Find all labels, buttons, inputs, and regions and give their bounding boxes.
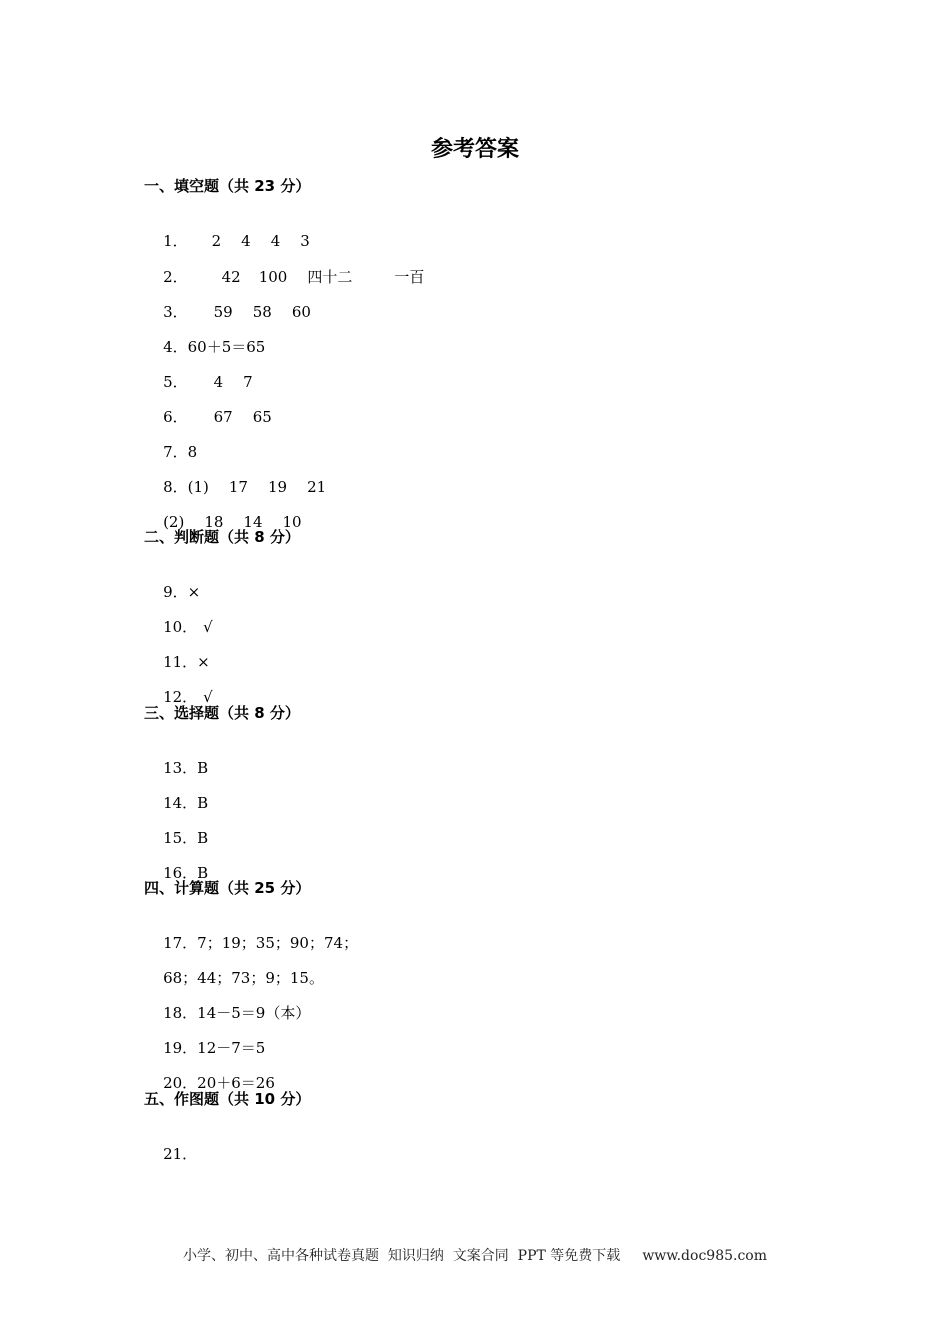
- section-fill-in-blank: 一、填空题（共 23 分）: [144, 177, 311, 195]
- answer-value: 67: [213, 408, 233, 426]
- item-number: 7．: [163, 443, 188, 461]
- item-number: 13．: [163, 759, 198, 777]
- section-multiple-choice: 三、选择题（共 8 分）: [144, 704, 300, 722]
- sub-label: (2): [163, 513, 185, 531]
- item-number: 5．: [163, 373, 188, 391]
- answer-value: 17: [228, 478, 248, 496]
- answer-value: 20＋6＝26: [197, 1074, 275, 1092]
- answer-value: 4: [241, 232, 251, 250]
- answer-value: 58: [252, 303, 272, 321]
- page-title: 参考答案: [430, 137, 519, 162]
- answer-value: 4: [270, 232, 281, 250]
- cross-mark: ×: [197, 653, 210, 671]
- section-true-false: 二、判断题（共 8 分）: [144, 528, 300, 546]
- answer-value: 14－5＝9（本）: [197, 1004, 311, 1022]
- answer-value: B: [197, 864, 209, 882]
- answer-value: 60＋5＝65: [187, 338, 266, 356]
- answer-value: 12－7＝5: [197, 1039, 266, 1057]
- section-calculation: 四、计算题（共 25 分）: [144, 879, 311, 897]
- answer-value: 68；44；73；9；15。: [163, 969, 324, 987]
- item-number: 20．: [163, 1074, 198, 1092]
- answer-value: 60: [291, 303, 311, 321]
- answer-value: 2: [211, 232, 222, 250]
- item-number: 9．: [163, 583, 188, 601]
- item-number: 16．: [163, 864, 198, 882]
- answer-value: 7；19；35；90；74；: [197, 934, 359, 952]
- item-number: 10．: [163, 618, 198, 636]
- item-number: 15．: [163, 829, 198, 847]
- answer-value: 21: [307, 478, 327, 496]
- section-drawing: 五、作图题（共 10 分）: [144, 1090, 311, 1108]
- answer-value: 59: [213, 303, 233, 321]
- item-number: 12．: [163, 688, 198, 706]
- answer-value: 14: [243, 513, 263, 531]
- item-number: 8．: [163, 478, 188, 496]
- answer-value: B: [197, 794, 209, 812]
- answer-value: 4: [213, 373, 224, 391]
- item-number: 11．: [163, 653, 198, 671]
- answer-value: 四十二: [307, 268, 353, 286]
- item-number: 17．: [163, 934, 198, 952]
- answer-value: 65: [252, 408, 272, 426]
- page-footer: [0, 1246, 950, 1266]
- item-number: 1．: [163, 232, 188, 250]
- answer-value: 8: [187, 443, 198, 461]
- answer-value: 3: [300, 232, 310, 250]
- item-number: 4．: [163, 338, 188, 356]
- answer-value: 19: [267, 478, 288, 496]
- answer-item-21: [144, 1124, 197, 1184]
- item-number: 14．: [163, 794, 198, 812]
- cross-mark: ×: [187, 583, 201, 601]
- item-number: 2．: [163, 268, 188, 286]
- item-number: 3．: [163, 303, 188, 321]
- footer-site-link[interactable]: www.doc985.com: [642, 1248, 767, 1264]
- item-number: 19．: [163, 1039, 198, 1057]
- answer-value: B: [197, 829, 209, 847]
- answer-value: 一百: [394, 268, 425, 286]
- answer-value: 18: [204, 513, 224, 531]
- footer-text: 小学、初中、高中各种试卷真题 知识归纳 文案合同 PPT 等免费下载: [182, 1248, 621, 1264]
- answer-value: 42: [221, 268, 241, 286]
- answer-value: 10: [282, 513, 302, 531]
- answer-value: 7: [243, 373, 253, 391]
- check-mark: √: [203, 618, 213, 636]
- item-number: 21．: [163, 1145, 198, 1163]
- answer-value: 100: [258, 268, 288, 286]
- item-number: 18．: [163, 1004, 198, 1022]
- answer-value: B: [197, 759, 209, 777]
- item-number: 6．: [163, 408, 188, 426]
- check-mark: √: [203, 688, 213, 706]
- sub-label: (1): [187, 478, 209, 496]
